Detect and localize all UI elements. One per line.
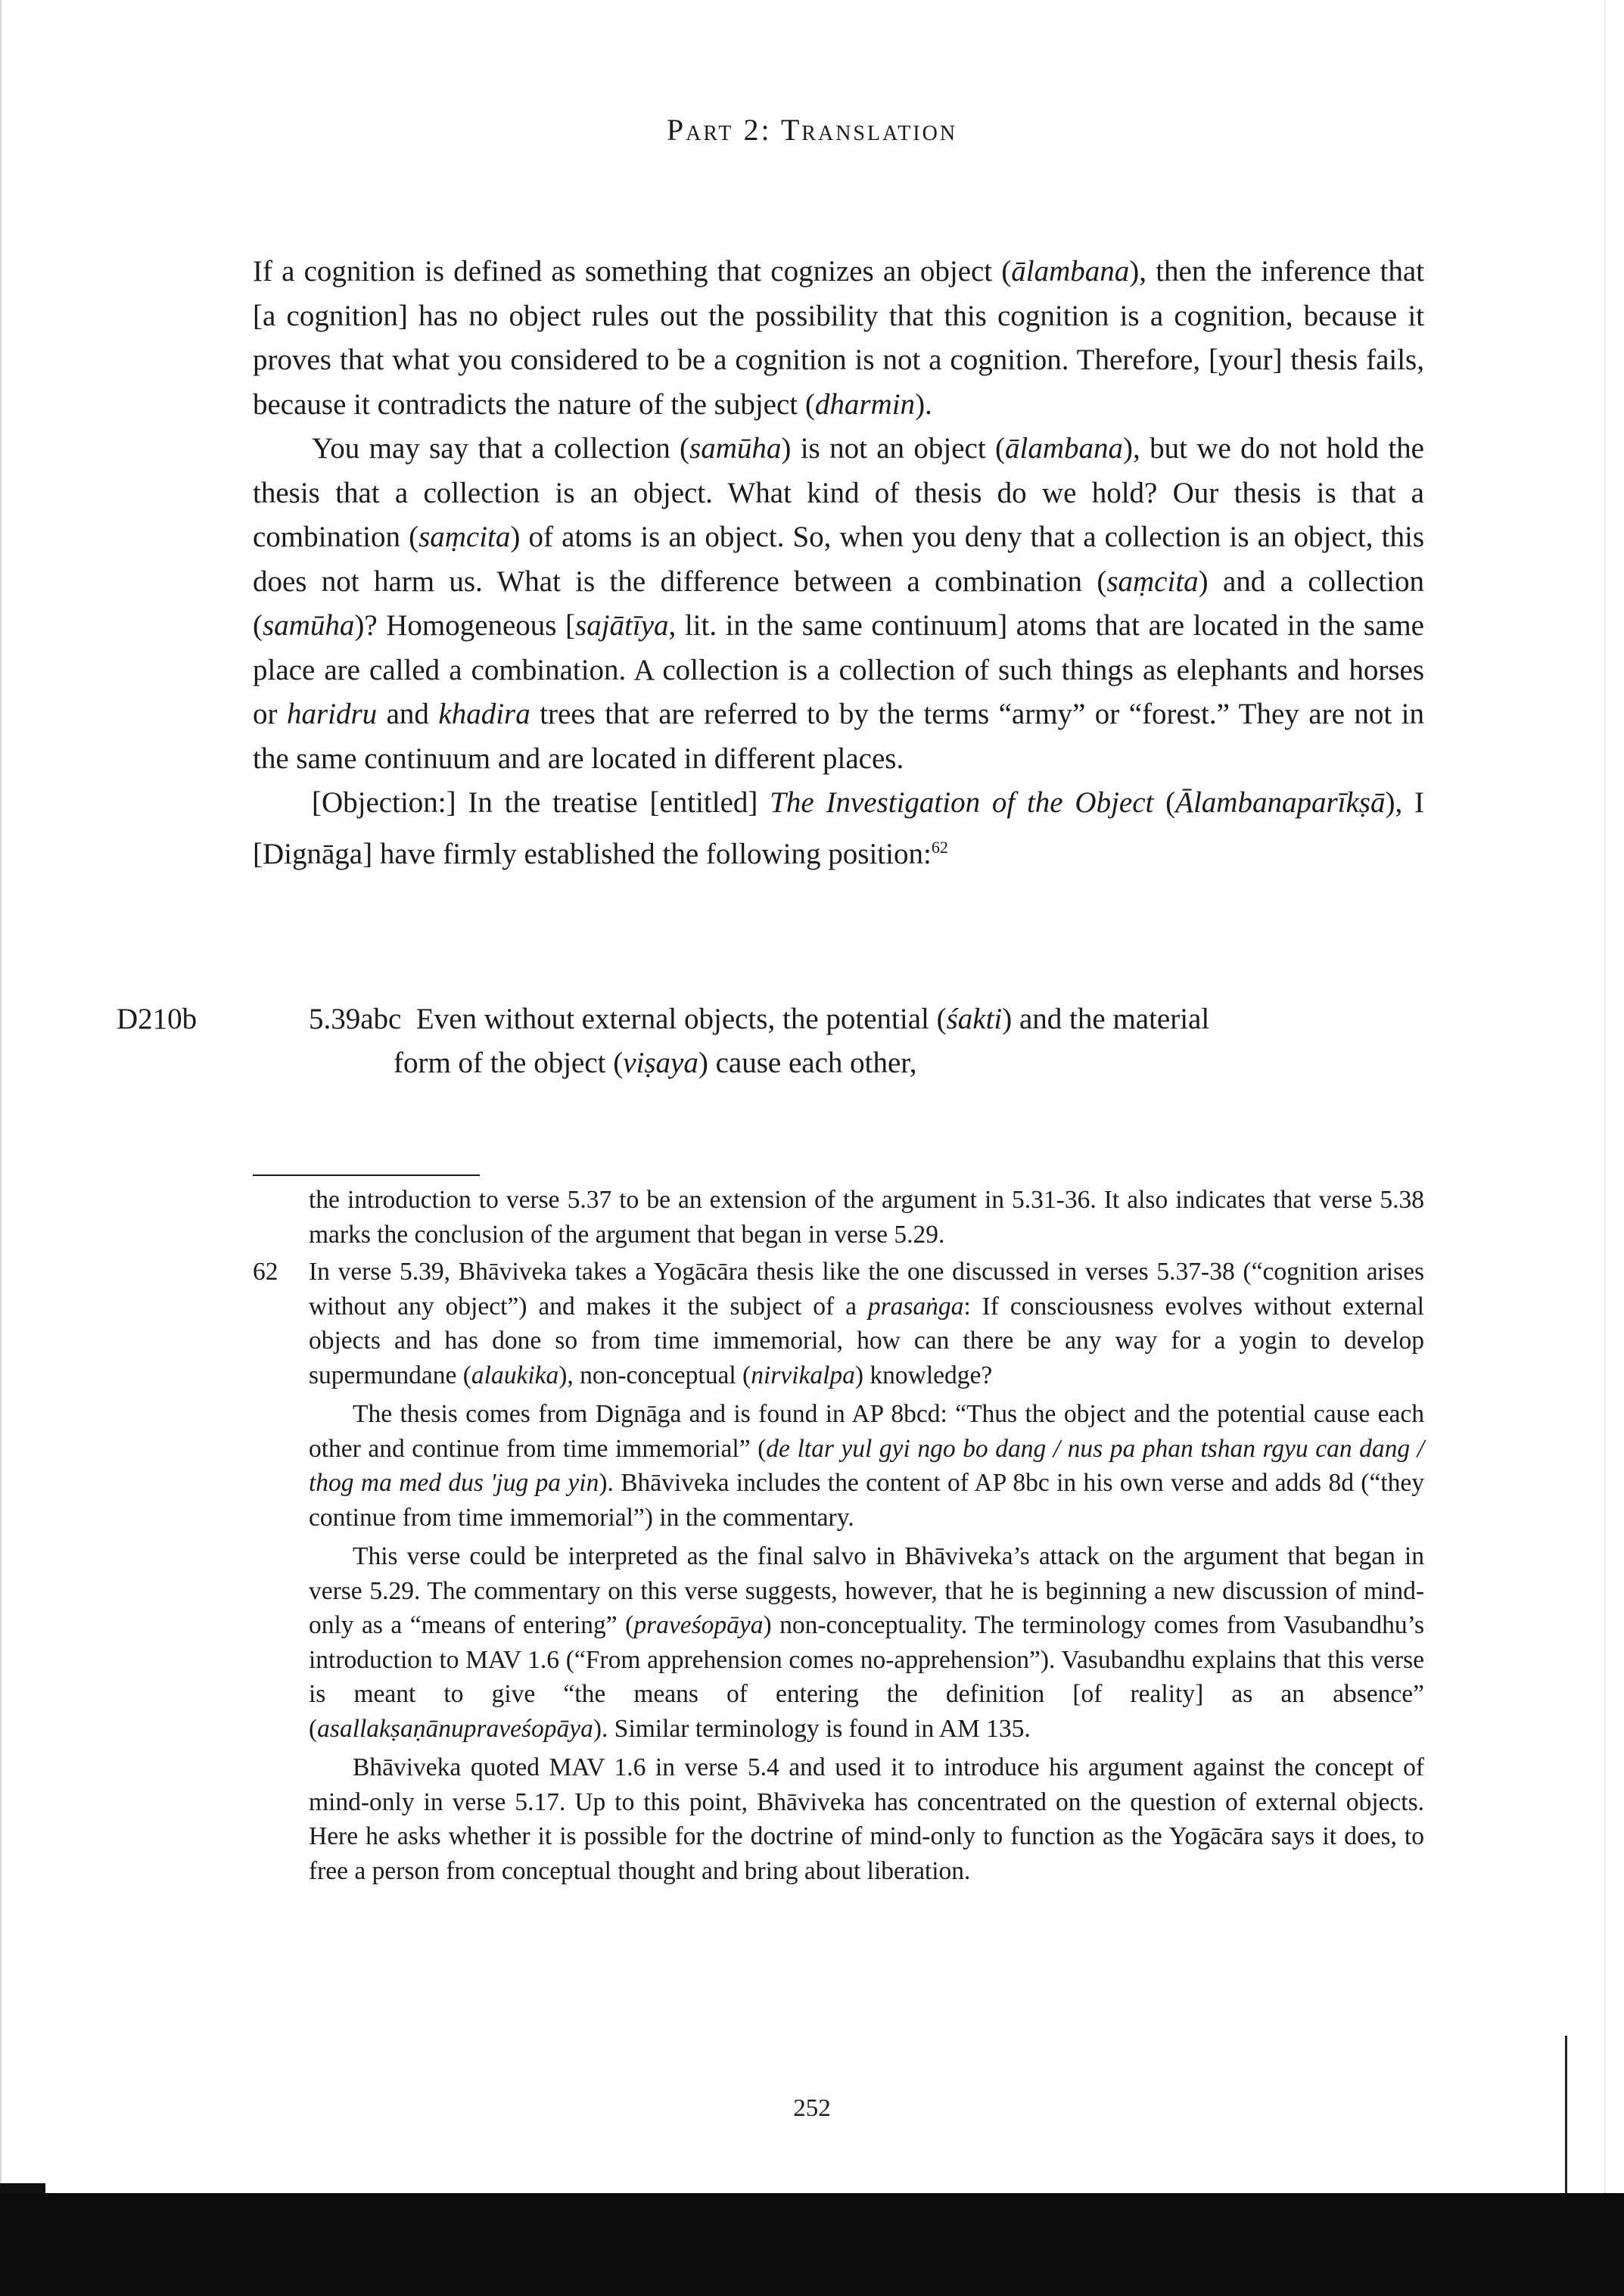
footnote-62-para-2: [253, 1397, 1424, 1535]
text-run: ). Bhāviveka includes the content of AP 8bc in his own verse and adds 8d (“they continue from time immemorial”) in the commentary.: [309, 1469, 1424, 1532]
scan-artifact-smudge: [0, 2183, 45, 2194]
footnote-number: 62: [253, 1258, 278, 1286]
text-run: ) is not an object (: [781, 432, 1006, 465]
text-run: ).: [915, 387, 932, 421]
text-run: ), but we do not hold the thesis that a collection is an object. What kind of thesis do we hold? Our thesis is that a combination (: [253, 432, 1424, 553]
italic-term: khadira: [438, 698, 530, 730]
paragraph-3: [253, 781, 1424, 876]
text-run: 5.39abc Even without external objects, the potential (: [309, 1003, 947, 1035]
italic-term: haridru: [286, 698, 378, 730]
paragraph-1: [253, 250, 1424, 427]
running-head: Part 2: Translation: [666, 113, 958, 147]
text-run: ), non-conceptual (: [558, 1361, 751, 1389]
italic-term: saṃcita: [1106, 565, 1199, 598]
italic-term: samūha: [263, 609, 355, 642]
italic-term: śakti: [946, 1003, 1003, 1035]
paragraph-2: [253, 427, 1424, 781]
scan-bottom-band: [0, 2193, 1624, 2296]
text-run: This verse could be interpreted as the final salvo in Bhāviveka’s attack on the argument that began in verse 5.29. The commentary on this verse suggests, however, that he is beginning a new discussion of mind-only as a “means of entering” (: [309, 1542, 1424, 1639]
text-run: [Objection:] In the treatise [entitled]: [312, 786, 770, 819]
italic-title: Ālambanaparīkṣā: [1175, 786, 1386, 819]
italic-term: ālambana: [1011, 255, 1130, 288]
italic-term: ālambana: [1005, 432, 1124, 465]
text-run: form of the object (: [394, 1047, 624, 1079]
footnote-62: [253, 1255, 1424, 1392]
italic-term: viṣaya: [623, 1047, 698, 1079]
footnote-62-para-3: [253, 1539, 1424, 1746]
footnote-rule: [253, 1174, 480, 1176]
text-run: In verse 5.39, Bhāviveka takes a Yogācāra thesis like the one discussed in verses 5.37-38 (“cognition arises without any object”) and makes it the subject of a: [309, 1258, 1424, 1321]
text-run: ) cause each other,: [698, 1047, 917, 1079]
scan-edge-left: [0, 0, 2, 2193]
text-run: ), I [Dignāga] have firmly established the following position:: [253, 786, 1424, 870]
scan-artifact-line: [1565, 2036, 1567, 2195]
text-run: ), then the inference that [a cognition] has no object rules out the possibility that this cognition is a cognition, because it proves that what you considered to be a cognition is not a cognition. Therefore, [your] thesis fails, because it contradicts the nature of the subject (: [253, 255, 1424, 421]
text-run: , lit. in the same continuum] atoms that are located in the same place are called a combination. A collection is a collection of such things as elephants and horses or: [253, 609, 1424, 730]
scan-edge-right: [1604, 0, 1606, 2193]
italic-term: sajātīya: [575, 609, 669, 642]
page-number: 252: [793, 2095, 831, 2122]
footnote-continuation: the introduction to verse 5.37 to be an extension of the argument in 5.31-36. It also indicates that verse 5.38 marks the conclusion of the argument that began in verse 5.29.: [309, 1186, 1424, 1249]
main-text: [253, 250, 1424, 876]
italic-term: praveśopāya: [633, 1611, 764, 1639]
italic-term: saṃcita: [418, 521, 511, 553]
verse-text: [309, 997, 1474, 1085]
text-run: : If consciousness evolves without external objects and has done so from time immemorial, how can there be any way for a yogin to develop supermundane (: [309, 1292, 1424, 1389]
text-run: ). Similar terminology is found in AM 135.: [593, 1714, 1031, 1743]
italic-quote: de ltar yul gyi ngo bo dang / nus pa phan tshan rgyu can dang / thog ma med dus 'jug pa yin: [309, 1434, 1424, 1497]
text-run: ) knowledge?: [854, 1361, 993, 1389]
footnote-ref-62: 62: [931, 837, 948, 857]
italic-term: dharmin: [814, 387, 916, 421]
italic-term: alaukika: [471, 1361, 559, 1389]
text-run: and: [377, 698, 439, 730]
text-run: If a cognition is defined as something that cognizes an object (: [253, 255, 1012, 288]
verse-line-1: [309, 997, 1474, 1041]
footnotes: [253, 1183, 1424, 1888]
italic-term: prasaṅga: [867, 1292, 964, 1321]
text-run: ) and the material: [1002, 1003, 1210, 1035]
verse-line-2: [309, 1041, 1474, 1085]
italic-term: asallakṣaṇānupraveśopāya: [317, 1714, 593, 1743]
folio-marker: D210b: [117, 1003, 198, 1035]
text-run: trees that are referred to by the terms “army” or “forest.” They are not in the same continuum and are located in different places.: [253, 698, 1424, 775]
text-run: You may say that a collection (: [312, 432, 690, 465]
italic-term: nirvikalpa: [751, 1361, 855, 1389]
text-run: )? Homogeneous [: [354, 609, 576, 642]
text-run: ) of atoms is an object. So, when you deny that a collection is an object, this does not harm us. What is the difference between a combination (: [253, 521, 1425, 598]
text-run: (: [1153, 786, 1176, 819]
italic-title: The Investigation of the Object: [770, 786, 1154, 819]
italic-term: samūha: [689, 432, 782, 465]
text-run: ) and a collection (: [253, 565, 1424, 642]
footnote-62-para-4: Bhāviveka quoted MAV 1.6 in verse 5.4 and used it to introduce his argument against the concept of mind-only in verse 5.17. Up to this point, Bhāviveka has concentrated on the question of external objects. Here he asks whether it is possible for the doctrine of mind-only to function as the Yogācāra says it does, to free a person from conceptual thought and bring about liberation.: [309, 1753, 1424, 1885]
text-run: The thesis comes from Dignāga and is found in AP 8bcd: “Thus the object and the potential cause each other and continue from time immemorial” (: [309, 1400, 1424, 1463]
text-run: ) non-conceptuality. The terminology comes from Vasubandhu’s introduction to MAV 1.6 (“From apprehension comes no-apprehension”). Vasubandhu explains that this verse is meant to give “the means of entering the definition [of reality] as an absence” (: [309, 1611, 1424, 1743]
